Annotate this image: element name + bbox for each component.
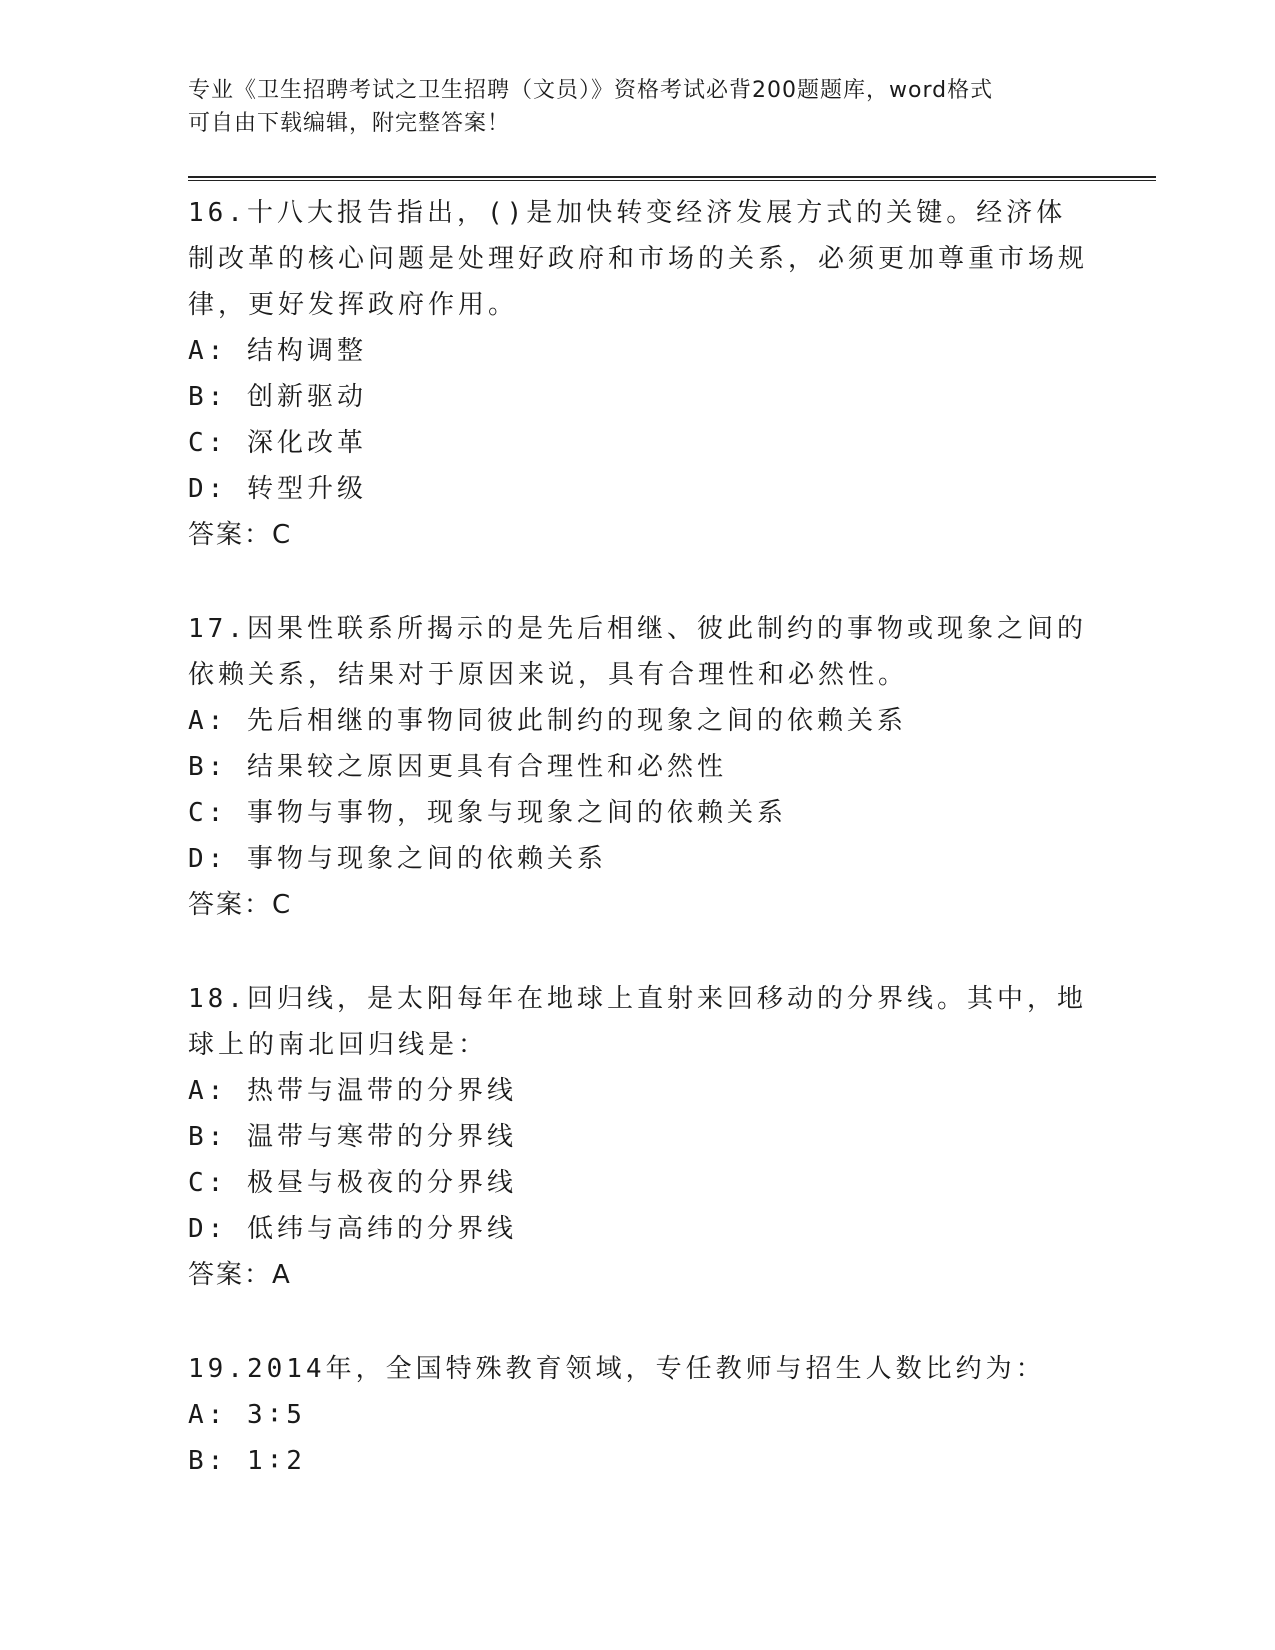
option-d: D: 事物与现象之间的依赖关系 — [188, 844, 607, 874]
answer: 答案：C — [188, 520, 293, 550]
option-a: A: 热带与温带的分界线 — [188, 1076, 517, 1106]
option-c: C: 事物与事物，现象与现象之间的依赖关系 — [188, 798, 787, 828]
option-b: B: 1∶2 — [188, 1446, 306, 1476]
option-b: B: 结果较之原因更具有合理性和必然性 — [188, 752, 727, 782]
header-line-1: 专业《卫生招聘考试之卫生招聘（文员）》资格考试必背200题题库，word格式 — [188, 78, 994, 103]
answer: 答案：C — [188, 890, 293, 920]
question-list — [188, 190, 1088, 1532]
question-stem: 17.因果性联系所揭示的是先后相继、彼此制约的事物或现象之间的依赖关系，结果对于原因来说，具有合理性和必然性。 — [188, 614, 1087, 690]
option-d: D: 转型升级 — [188, 474, 367, 504]
option-c: C: 极昼与极夜的分界线 — [188, 1168, 517, 1198]
option-b: B: 创新驱动 — [188, 382, 367, 412]
option-a: A: 先后相继的事物同彼此制约的现象之间的依赖关系 — [188, 706, 907, 736]
question-stem: 18.回归线，是太阳每年在地球上直射来回移动的分界线。其中，地球上的南北回归线是： — [188, 984, 1087, 1060]
question-stem: 16.十八大报告指出，()是加快转变经济发展方式的关键。经济体制改革的核心问题是处理好政府和市场的关系，必须更加尊重市场规律，更好发挥政府作用。 — [188, 198, 1089, 320]
question-19 — [188, 1346, 1088, 1484]
header-divider — [188, 176, 1156, 181]
option-c: C: 深化改革 — [188, 428, 367, 458]
option-d: D: 低纬与高纬的分界线 — [188, 1214, 517, 1244]
answer: 答案：A — [188, 1260, 292, 1290]
option-a: A: 结构调整 — [188, 336, 367, 366]
question-stem: 19.2014年，全国特殊教育领域，专任教师与招生人数比约为： — [188, 1354, 1046, 1384]
question-18 — [188, 976, 1088, 1298]
document-header — [188, 74, 1088, 140]
question-16 — [188, 190, 1088, 558]
question-17 — [188, 606, 1088, 928]
header-line-2: 可自由下载编辑，附完整答案！ — [188, 111, 511, 136]
option-a: A: 3∶5 — [188, 1400, 306, 1430]
option-b: B: 温带与寒带的分界线 — [188, 1122, 517, 1152]
